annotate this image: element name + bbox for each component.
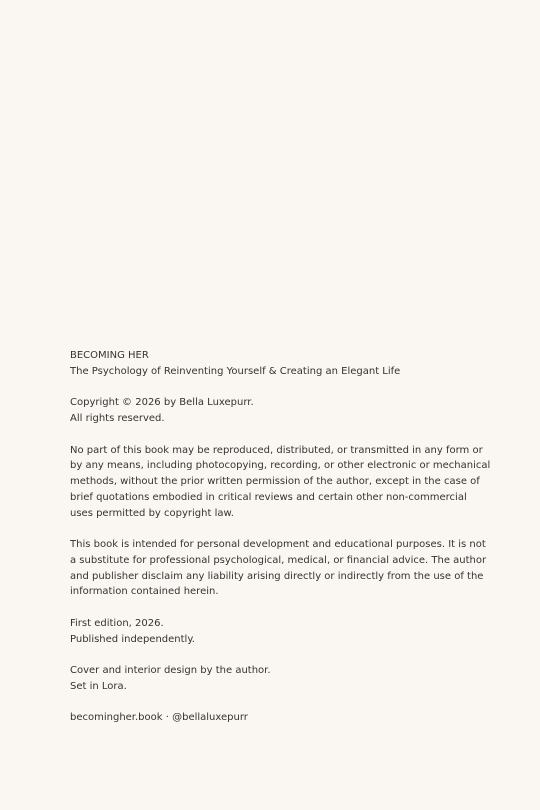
copyright-notice-block [70,395,480,427]
copyright-text-block [70,348,491,742]
design-block [70,663,480,695]
contact-block [70,710,480,726]
permission-line: brief quotations embodied in critical reviews and certain other non-commercial [70,491,467,503]
disclaimer-paragraph [70,537,487,600]
permission-paragraph [70,443,491,522]
book-title: BECOMING HER [70,350,149,361]
disclaimer-line: This book is intended for personal development and educational purposes. It is not [70,539,486,550]
book-subtitle: The Psychology of Reinventing Yourself & Creating an Elegant Life [70,365,401,377]
contact-line: becomingher.book · @bellaluxepurr [70,712,248,724]
disclaimer-line: a substitute for professional psychological, medical, or financial advice. The author [70,554,487,566]
edition-block [70,616,480,648]
permission-line: by any means, including photocopying, recording, or other electronic or mechanical [70,460,491,472]
permission-line: methods, without the prior written permission of the author, except in the case of [70,476,480,487]
typeface-note: Set in Lora. [70,680,127,692]
copyright-notice: Copyright © 2026 by Bella Luxepurr. [70,397,254,409]
design-credit: Cover and interior design by the author. [70,665,271,676]
title-block [70,348,480,380]
rights-reserved: All rights reserved. [70,413,165,424]
disclaimer-line: information contained herein. [70,586,219,598]
permission-line: No part of this book may be reproduced, distributed, or transmitted in any form or [70,444,483,456]
publisher-statement: Published independently. [70,633,195,645]
edition-statement: First edition, 2026. [70,617,164,629]
disclaimer-line: and publisher disclaim any liability arising directly or indirectly from the use of the [70,570,484,582]
permission-line: uses permitted by copyright law. [70,507,234,519]
